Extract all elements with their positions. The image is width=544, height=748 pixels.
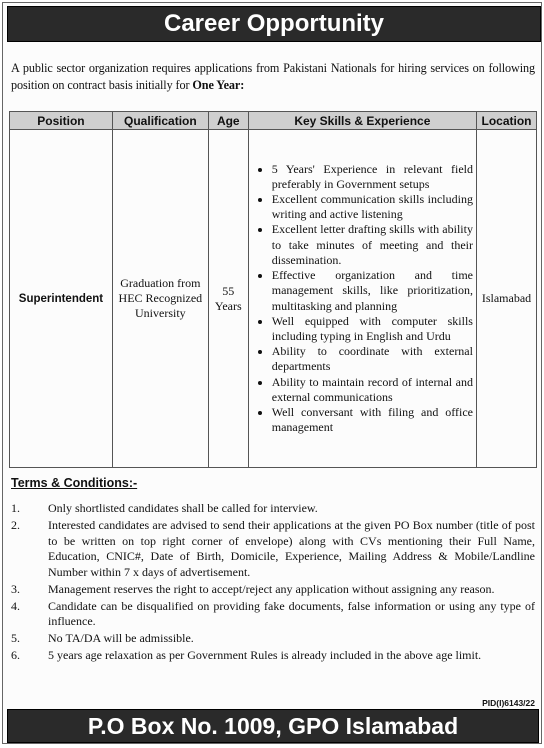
term-text: Management reserves the right to accept/reject any application without assigning any reason. <box>48 581 495 596</box>
term-text: Interested candidates are advised to send their applications at the given PO Box number (title of post to be written on top right corner of envelope) along with CVs mentioning their Full Name, Education, CNIC#, Date of Birth, Domicile, Experience, Mailing Address & Mobile/Landline Number within 7 x days of advertisement. <box>48 518 535 579</box>
term-number: 1. <box>11 501 20 515</box>
list-item: • 5 Years' Experience in relevant field preferably in Government setups <box>272 162 473 192</box>
term-text: Only shortlisted candidates shall be called for interview. <box>48 501 318 515</box>
terms-list <box>11 501 535 665</box>
cell-qualification: Graduation from HEC Recognized University <box>112 130 208 468</box>
cell-location: Islamabad <box>476 130 536 468</box>
col-header-qualification: Qualification <box>112 112 208 130</box>
list-item: • Ability to maintain record of internal and external communications <box>272 375 473 405</box>
terms-heading: Terms & Conditions:- <box>11 476 138 490</box>
term-number: 4. <box>11 598 20 613</box>
list-item: • Excellent communication skills including writing and active listening <box>272 192 473 222</box>
col-header-position: Position <box>10 112 113 130</box>
cell-skills <box>248 130 476 468</box>
term-number: 2. <box>11 518 20 532</box>
col-header-age: Age <box>208 112 248 130</box>
cell-age: 55 Years <box>208 130 248 468</box>
table-header-row <box>10 112 537 130</box>
cell-position: Superintendent <box>10 130 113 468</box>
list-item <box>11 582 535 598</box>
list-item <box>11 501 535 517</box>
positions-table <box>9 111 537 468</box>
list-item: • Well equipped with computer skills including typing in English and Urdu <box>272 314 473 344</box>
term-number: 3. <box>11 581 20 596</box>
advertisement <box>2 2 542 744</box>
term-number: 6. <box>11 648 20 662</box>
list-item: • Effective organization and time management skills, like prioritization, multitasking and planning <box>272 268 473 314</box>
term-text: 5 years age relaxation as per Government Rules is already included in the above age limit. <box>48 648 482 662</box>
intro-emphasis: One Year: <box>192 78 245 92</box>
list-item <box>11 648 535 664</box>
term-text: No TA/DA will be admissible. <box>48 631 194 645</box>
pid-code: PID(I)6143/22 <box>482 698 535 708</box>
table-row <box>10 130 537 468</box>
col-header-skills: Key Skills & Experience <box>248 112 476 130</box>
intro-text: A public sector organization requires applications from Pakistani Nationals for hiring services on following position on contract basis initially for <box>11 61 535 92</box>
list-item <box>11 631 535 647</box>
po-box-banner: P.O Box No. 1009, GPO Islamabad <box>7 709 539 743</box>
col-header-location: Location <box>476 112 536 130</box>
intro-paragraph <box>11 60 535 94</box>
term-text: Candidate can be disqualified on providing fake documents, false information or using any type of influence. <box>48 598 535 628</box>
list-item: • Excellent letter drafting skills with ability to take minutes of meeting and their dissemination. <box>272 222 473 268</box>
page-title: Career Opportunity <box>7 6 541 42</box>
list-item: • Well conversant with filing and office management <box>272 405 473 435</box>
list-item <box>11 518 535 580</box>
list-item: • Ability to coordinate with external departments <box>272 344 473 374</box>
list-item <box>11 599 535 630</box>
skills-list <box>252 162 473 436</box>
term-number: 5. <box>11 631 20 645</box>
